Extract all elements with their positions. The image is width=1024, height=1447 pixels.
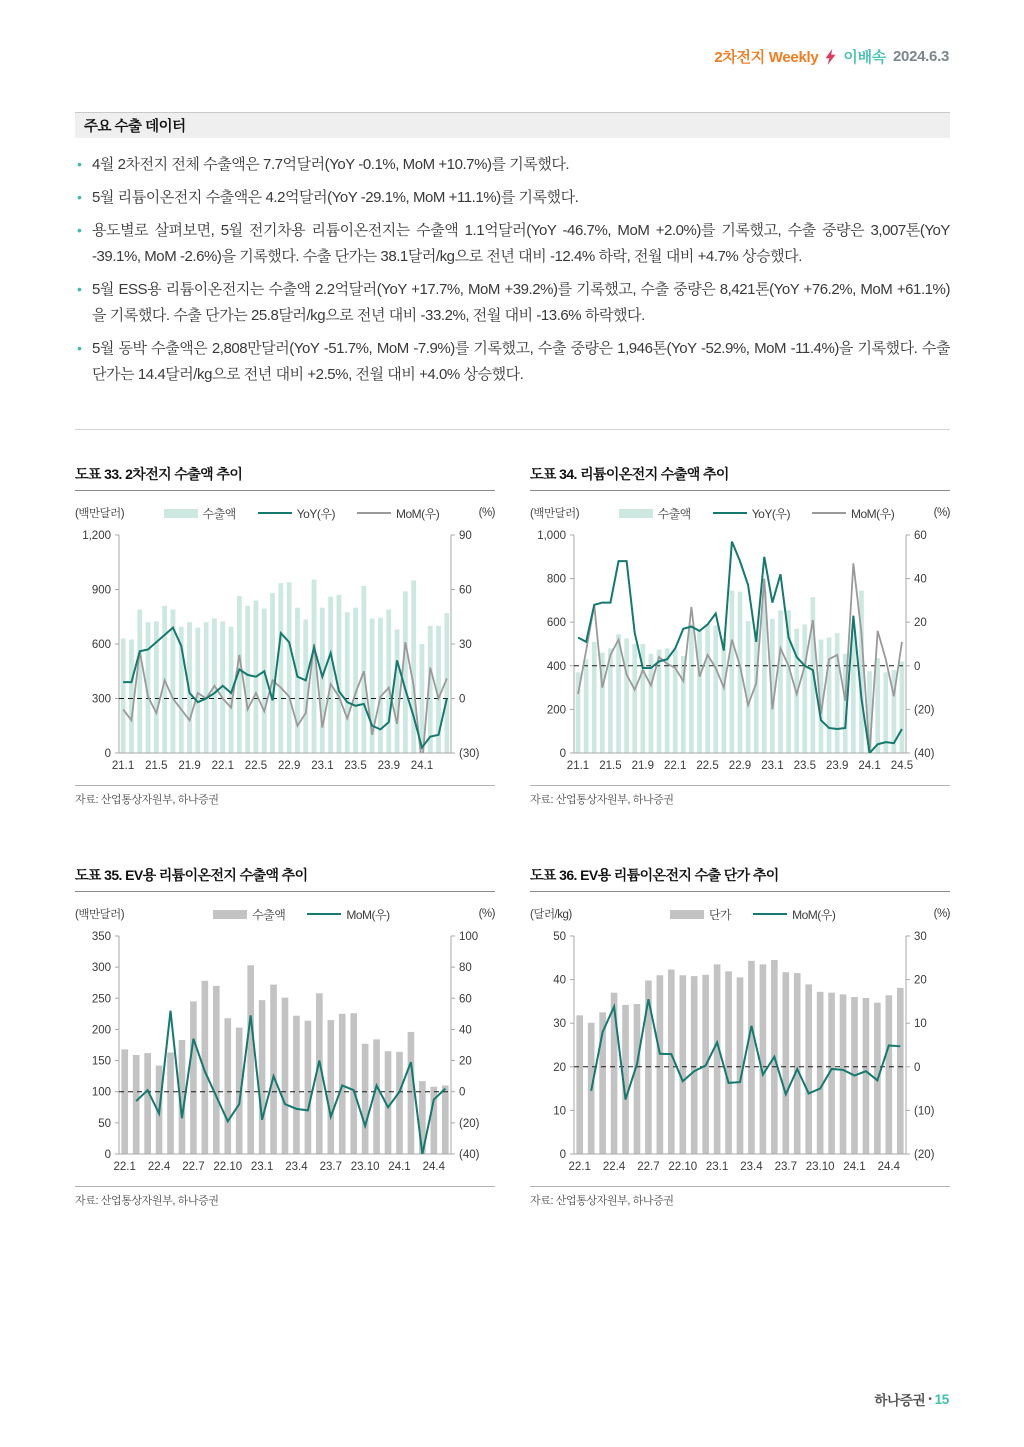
bullet-icon: • bbox=[77, 280, 82, 297]
axis-unit-left: (백만달러) bbox=[75, 508, 125, 520]
svg-text:0: 0 bbox=[559, 1149, 566, 1161]
page-number: 15 bbox=[934, 1391, 949, 1407]
legend-item bbox=[213, 906, 285, 923]
legend-label: MoM(우) bbox=[346, 907, 390, 922]
bullet-icon: • bbox=[77, 221, 82, 238]
svg-text:22.4: 22.4 bbox=[147, 1161, 171, 1173]
axis-unit-right: (%) bbox=[933, 507, 950, 519]
svg-text:22.5: 22.5 bbox=[244, 760, 268, 772]
chart-source: 자료: 산업통상자원부, 하나증권 bbox=[75, 785, 495, 807]
bullet-item bbox=[75, 336, 950, 388]
chart-plot bbox=[530, 924, 950, 1182]
svg-text:0: 0 bbox=[914, 1061, 921, 1074]
svg-text:40: 40 bbox=[553, 974, 566, 987]
svg-text:24.4: 24.4 bbox=[422, 1161, 445, 1173]
legend-label: YoY(우) bbox=[751, 506, 790, 521]
svg-text:30: 30 bbox=[459, 639, 472, 651]
svg-text:23.10: 23.10 bbox=[350, 1161, 380, 1173]
svg-text:22.7: 22.7 bbox=[182, 1161, 205, 1173]
bullet-text: 용도별로 살펴보면, 5월 전기차용 리튬이온전지는 수출액 1.1억달러(YoY -46.7%, MoM +2.0%)를 기록했고, 수출 중량은 3,007톤(YoY -39.1%, MoM -2.6%)을 기록했다. 수출 단가는 38.1달러/kg으로 전년 대비 -12.4% 하락, 전월 대비 +4.7% 상승했다. bbox=[92, 221, 950, 265]
legend bbox=[164, 505, 440, 522]
svg-text:20: 20 bbox=[553, 1061, 566, 1074]
bullet-text: 5월 동박 수출액은 2,808만달러(YoY -51.7%, MoM -7.9%)를 기록했고, 수출 중량은 1,946톤(YoY -52.9%, MoM -11.4%)을 기록했다. 수출 단가는 14.4달러/kg으로 전년 대비 +2.5%, 전월 대비 +4.0% 상승했다. bbox=[92, 339, 950, 383]
svg-text:150: 150 bbox=[91, 1055, 111, 1068]
chart-source: 자료: 산업통상자원부, 하나증권 bbox=[75, 1186, 495, 1208]
svg-text:200: 200 bbox=[546, 704, 566, 717]
svg-text:(40): (40) bbox=[914, 748, 935, 760]
svg-text:0: 0 bbox=[914, 660, 921, 673]
bullet-item bbox=[75, 185, 950, 211]
chart-source: 자료: 산업통상자원부, 하나증권 bbox=[530, 785, 950, 807]
bullet-list bbox=[75, 152, 950, 395]
series-bars bbox=[576, 591, 905, 753]
legend-item bbox=[812, 505, 894, 522]
svg-text:23.4: 23.4 bbox=[740, 1161, 763, 1173]
svg-text:300: 300 bbox=[91, 962, 111, 975]
svg-text:50: 50 bbox=[98, 1117, 111, 1130]
svg-text:23.4: 23.4 bbox=[285, 1161, 308, 1173]
svg-text:24.1: 24.1 bbox=[388, 1161, 411, 1173]
svg-text:30: 30 bbox=[914, 931, 927, 943]
svg-text:22.1: 22.1 bbox=[568, 1161, 591, 1173]
svg-text:400: 400 bbox=[546, 660, 566, 673]
svg-text:(20): (20) bbox=[459, 1117, 480, 1130]
svg-text:(20): (20) bbox=[914, 704, 935, 717]
chart-legend-row bbox=[530, 503, 950, 523]
bullet-text: 5월 리튬이온전지 수출액은 4.2억달러(YoY -29.1%, MoM +11.1%)를 기록했다. bbox=[92, 188, 579, 206]
svg-text:0: 0 bbox=[459, 693, 466, 706]
legend-line-swatch bbox=[357, 512, 391, 515]
svg-text:250: 250 bbox=[91, 993, 111, 1006]
svg-text:22.7: 22.7 bbox=[637, 1161, 660, 1173]
svg-text:40: 40 bbox=[459, 1024, 472, 1037]
axis-unit-left: (백만달러) bbox=[75, 909, 125, 921]
svg-text:23.9: 23.9 bbox=[377, 760, 400, 772]
chart-legend-row bbox=[75, 904, 495, 924]
chart-legend-row bbox=[75, 503, 495, 523]
legend-line-swatch bbox=[753, 913, 787, 916]
svg-text:20: 20 bbox=[914, 617, 927, 630]
legend-label: 단가 bbox=[708, 907, 732, 922]
chart-source: 자료: 산업통상자원부, 하나증권 bbox=[530, 1186, 950, 1208]
svg-text:800: 800 bbox=[546, 573, 566, 586]
legend-line-swatch bbox=[258, 512, 292, 515]
svg-text:20: 20 bbox=[914, 974, 927, 987]
chart-card-33 bbox=[75, 464, 495, 807]
report-header bbox=[714, 46, 949, 67]
legend-label: YoY(우) bbox=[296, 506, 335, 521]
svg-text:23.1: 23.1 bbox=[705, 1161, 729, 1173]
svg-text:22.9: 22.9 bbox=[278, 760, 301, 772]
series-bars bbox=[121, 580, 450, 754]
svg-text:1,000: 1,000 bbox=[537, 530, 566, 542]
bullet-icon: • bbox=[77, 188, 82, 205]
series-bars bbox=[576, 960, 903, 1154]
svg-text:24.1: 24.1 bbox=[858, 760, 881, 772]
legend-label: 수출액 bbox=[252, 907, 286, 922]
legend-line-swatch bbox=[713, 512, 747, 515]
section-header bbox=[75, 112, 950, 138]
series-bars bbox=[121, 965, 448, 1154]
svg-text:23.1: 23.1 bbox=[761, 760, 784, 772]
svg-text:23.1: 23.1 bbox=[311, 760, 334, 772]
svg-text:22.10: 22.10 bbox=[668, 1161, 698, 1173]
svg-text:22.5: 22.5 bbox=[696, 760, 719, 772]
legend-line-swatch bbox=[812, 512, 846, 515]
brand-name: 하나증권 bbox=[874, 1393, 926, 1408]
svg-text:21.9: 21.9 bbox=[178, 760, 201, 772]
bullet-icon: • bbox=[77, 156, 82, 172]
svg-text:21.5: 21.5 bbox=[599, 760, 622, 772]
svg-text:60: 60 bbox=[459, 993, 472, 1006]
legend-item bbox=[258, 505, 335, 522]
legend bbox=[619, 505, 895, 522]
legend-item bbox=[713, 505, 790, 522]
legend bbox=[670, 906, 835, 923]
chart-title: 도표 36. EV용 리튬이온전지 수출 단가 추이 bbox=[530, 865, 950, 892]
section-divider bbox=[75, 429, 950, 430]
svg-text:200: 200 bbox=[91, 1024, 111, 1037]
legend bbox=[213, 906, 390, 923]
report-date: 2024.6.3 bbox=[893, 48, 949, 65]
svg-text:23.7: 23.7 bbox=[774, 1161, 797, 1173]
footer-dot-icon: • bbox=[928, 1393, 932, 1405]
svg-text:50: 50 bbox=[553, 931, 566, 943]
svg-text:30: 30 bbox=[553, 1018, 566, 1031]
section-title: 주요 수출 데이터 bbox=[84, 119, 186, 135]
legend-label: MoM(우) bbox=[395, 506, 440, 521]
svg-text:22.1: 22.1 bbox=[113, 1161, 136, 1173]
svg-text:23.5: 23.5 bbox=[793, 760, 816, 772]
chart-legend-row bbox=[530, 904, 950, 924]
svg-text:(40): (40) bbox=[459, 1149, 480, 1161]
svg-text:23.7: 23.7 bbox=[319, 1161, 342, 1173]
svg-text:23.5: 23.5 bbox=[344, 760, 367, 772]
svg-text:600: 600 bbox=[91, 639, 111, 651]
svg-text:23.1: 23.1 bbox=[250, 1161, 274, 1173]
svg-text:100: 100 bbox=[459, 931, 479, 943]
svg-text:24.1: 24.1 bbox=[410, 760, 434, 772]
chart-title: 도표 35. EV용 리튬이온전지 수출액 추이 bbox=[75, 865, 495, 892]
svg-text:22.10: 22.10 bbox=[213, 1161, 243, 1173]
svg-text:0: 0 bbox=[104, 1149, 111, 1161]
chart-card-34 bbox=[530, 464, 950, 807]
svg-text:0: 0 bbox=[459, 1086, 466, 1099]
legend-label: 수출액 bbox=[657, 506, 691, 521]
svg-text:24.5: 24.5 bbox=[890, 760, 914, 772]
svg-text:10: 10 bbox=[914, 1018, 927, 1031]
chart-card-35 bbox=[75, 865, 495, 1208]
axis-unit-right: (%) bbox=[478, 908, 495, 920]
svg-text:22.4: 22.4 bbox=[602, 1161, 626, 1173]
report-author: 이배속 bbox=[843, 49, 886, 66]
svg-text:900: 900 bbox=[91, 584, 111, 597]
svg-text:350: 350 bbox=[91, 931, 111, 943]
axis-unit-left: (달러/kg) bbox=[530, 909, 572, 921]
svg-text:22.1: 22.1 bbox=[211, 760, 234, 772]
axis-unit-left: (백만달러) bbox=[530, 508, 580, 520]
svg-text:21.9: 21.9 bbox=[631, 760, 654, 772]
svg-text:22.1: 22.1 bbox=[664, 760, 687, 772]
chart-plot bbox=[530, 523, 950, 781]
svg-text:20: 20 bbox=[459, 1055, 472, 1068]
bullet-item bbox=[75, 277, 950, 329]
legend-label: 수출액 bbox=[202, 506, 236, 521]
svg-text:600: 600 bbox=[546, 617, 566, 630]
svg-text:(10): (10) bbox=[914, 1105, 935, 1118]
charts-grid bbox=[75, 464, 950, 1208]
legend-item bbox=[753, 906, 835, 923]
legend-item bbox=[164, 505, 236, 522]
axis-unit-right: (%) bbox=[933, 908, 950, 920]
bullet-item bbox=[75, 152, 950, 178]
svg-text:40: 40 bbox=[914, 573, 927, 586]
svg-text:23.10: 23.10 bbox=[805, 1161, 835, 1173]
legend-item bbox=[307, 906, 389, 923]
legend-line-swatch bbox=[307, 913, 341, 916]
legend-item bbox=[357, 505, 439, 522]
svg-text:23.9: 23.9 bbox=[826, 760, 849, 772]
svg-text:(20): (20) bbox=[914, 1149, 935, 1161]
svg-text:300: 300 bbox=[91, 693, 111, 706]
bullet-text: 4월 2차전지 전체 수출액은 7.7억달러(YoY -0.1%, MoM +10.7%)를 기록했다. bbox=[92, 156, 570, 173]
svg-text:0: 0 bbox=[104, 748, 111, 760]
chart-plot bbox=[75, 924, 495, 1182]
legend-bar-swatch bbox=[164, 509, 198, 518]
svg-text:100: 100 bbox=[91, 1086, 111, 1099]
svg-text:1,200: 1,200 bbox=[82, 530, 111, 542]
bullet-icon: • bbox=[77, 339, 82, 356]
svg-text:24.1: 24.1 bbox=[843, 1161, 866, 1173]
report-series-title: 2차전지 Weekly bbox=[714, 49, 819, 66]
chart-plot bbox=[75, 523, 495, 781]
lightning-icon bbox=[825, 49, 836, 65]
legend-label: MoM(우) bbox=[850, 506, 895, 521]
chart-card-36 bbox=[530, 865, 950, 1208]
legend-bar-swatch bbox=[213, 910, 247, 919]
legend-item bbox=[670, 906, 731, 923]
legend-bar-swatch bbox=[619, 509, 653, 518]
svg-text:(30): (30) bbox=[459, 748, 480, 760]
svg-text:80: 80 bbox=[459, 962, 472, 975]
svg-text:90: 90 bbox=[459, 530, 472, 542]
svg-text:60: 60 bbox=[914, 530, 927, 542]
svg-text:24.4: 24.4 bbox=[877, 1161, 900, 1173]
legend-label: MoM(우) bbox=[792, 907, 836, 922]
legend-item bbox=[619, 505, 691, 522]
svg-text:21.5: 21.5 bbox=[145, 760, 168, 772]
chart-title: 도표 34. 리튬이온전지 수출액 추이 bbox=[530, 464, 950, 491]
svg-text:21.1: 21.1 bbox=[111, 760, 135, 772]
legend-bar-swatch bbox=[670, 910, 704, 919]
svg-text:22.9: 22.9 bbox=[728, 760, 752, 772]
chart-title: 도표 33. 2차전지 수출액 추이 bbox=[75, 464, 495, 491]
bullet-text: 5월 ESS용 리튬이온전지는 수출액 2.2억달러(YoY +17.7%, MoM +39.2%)를 기록했고, 수출 중량은 8,421톤(YoY +76.2%, MoM +61.1%)을 기록했다. 수출 단가는 25.8달러/kg으로 전년 대비 -33.2%, 전월 대비 -13.6% 하락했다. bbox=[92, 280, 950, 324]
svg-text:21.1: 21.1 bbox=[566, 760, 590, 772]
svg-text:10: 10 bbox=[553, 1105, 566, 1118]
page-footer bbox=[874, 1389, 949, 1409]
bullet-item bbox=[75, 218, 950, 270]
axis-unit-right: (%) bbox=[478, 507, 495, 519]
svg-text:0: 0 bbox=[559, 748, 566, 760]
svg-text:60: 60 bbox=[459, 584, 472, 597]
